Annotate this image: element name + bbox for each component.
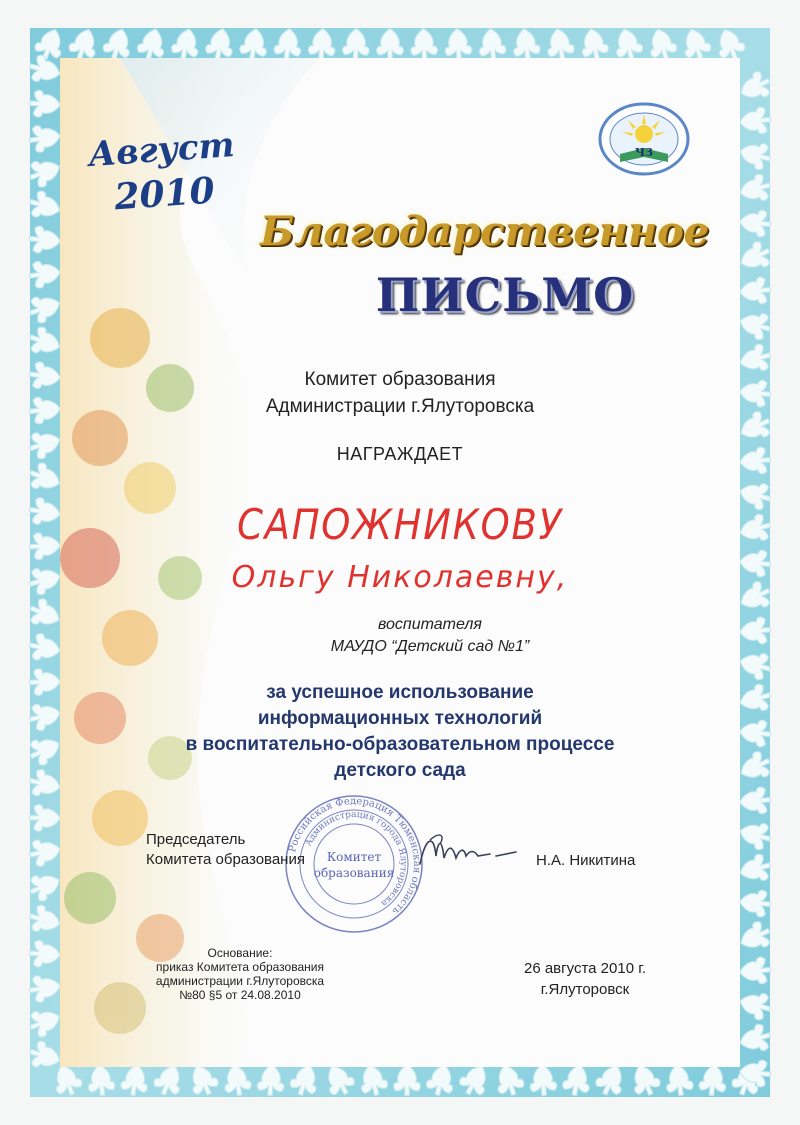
title-line-1: Благодарственное <box>260 208 710 255</box>
recipient-surname: САПОЖНИКОВУ <box>237 500 563 549</box>
awards-word: НАГРАЖДАЕТ <box>336 444 464 464</box>
basis-line-1: Основание: <box>207 946 273 960</box>
logo-letters: ЧЗ <box>635 146 653 159</box>
issue-place: г.Ялуторовск <box>540 981 630 998</box>
basis-line-3: администрации г.Ялуторовска <box>155 974 325 988</box>
reason-line-3: в воспитательно-образовательном процессе <box>185 734 615 755</box>
basis-line-2: приказ Комитета образования <box>156 960 324 974</box>
issuer-line-1: Комитет образования <box>304 369 496 390</box>
recipient-given-names: Ольгу Николаевну, <box>231 560 569 595</box>
signatory-title-line-2: Комитета образования <box>146 851 305 868</box>
stamp-outer-text: Российская Федерация Тюменская область <box>287 795 423 917</box>
basis-line-4: №80 §5 от 24.08.2010 <box>179 988 301 1002</box>
award-reason <box>150 680 650 784</box>
education-committee-logo <box>598 102 690 176</box>
signatory-name: Н.А. Никитина <box>536 852 636 869</box>
signatory-title <box>146 830 346 870</box>
reason-line-2: информационных технологий <box>257 708 543 729</box>
stamp-center-line-2: образования <box>313 866 395 880</box>
issue-date: 26 августа 2010 г. <box>523 960 647 977</box>
recipient-position-block <box>240 614 620 658</box>
stamp-center-line-1: Комитет <box>326 850 382 864</box>
issue-block <box>500 958 670 1000</box>
recipient-organization: МАУДО “Детский сад №1” <box>330 638 530 655</box>
issuer-line-2: Администрации г.Ялуторовска <box>265 396 535 417</box>
basis-block <box>130 946 350 1002</box>
title-line-2: ПИСЬМО <box>375 268 635 322</box>
reason-line-1: за успешное использование <box>266 682 534 703</box>
year-label: 2010 <box>113 169 216 219</box>
recipient-position: воспитателя <box>378 616 482 633</box>
issuer-block <box>200 366 600 420</box>
signatory-title-line-1: Председатель <box>146 831 246 848</box>
reason-line-4: детского сада <box>334 760 466 781</box>
month-year-caption <box>85 123 241 221</box>
handwritten-signature <box>412 826 532 876</box>
stamp-inner-text: Администрация города Ялуторовска <box>303 809 409 909</box>
month-label: Август <box>87 125 236 176</box>
